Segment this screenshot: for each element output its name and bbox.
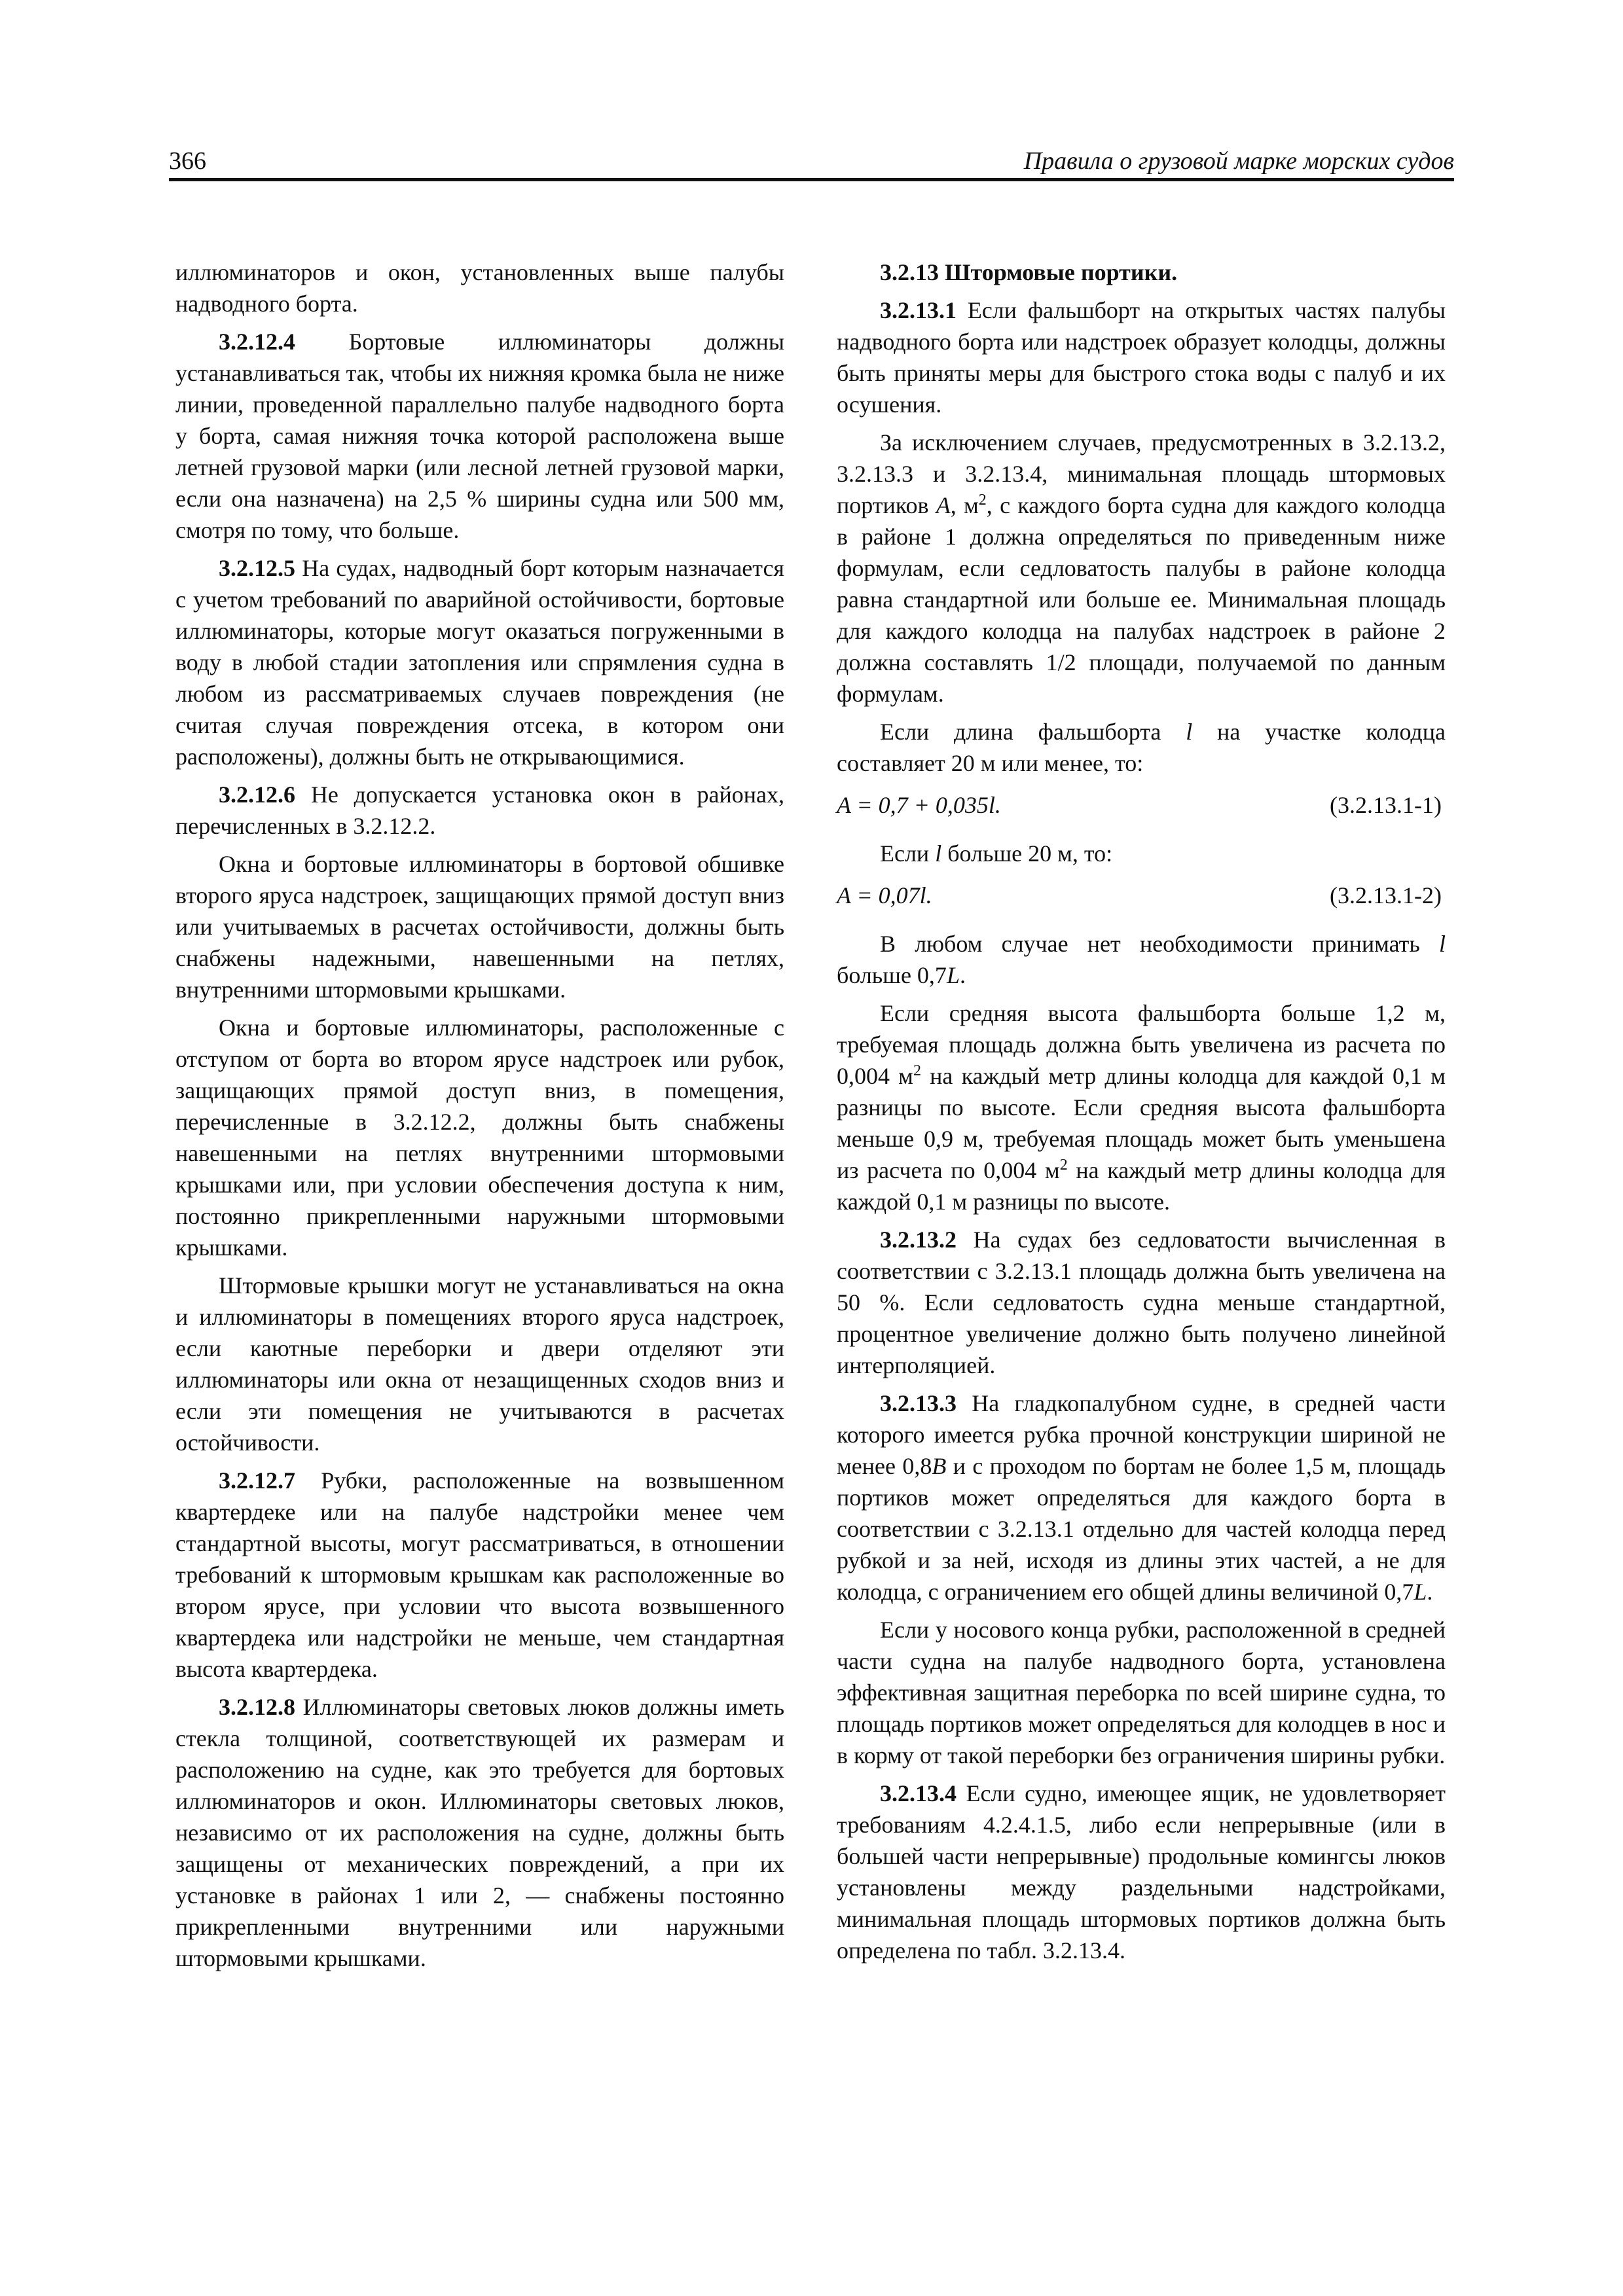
formula-3-2-13-1-2 (837, 880, 1446, 911)
formula-number: (3.2.13.1-1) (1330, 792, 1442, 818)
paragraph-3-2-13-2: 3.2.13.2 На судах без седловатости вычисленная в соответствии с 3.2.13.1 площадь должна быть увеличена на 50 %. Если седловатость судна меньше стандартной, процентное увеличение должно быть получено линейной интерполяцией. (837, 1227, 1446, 1378)
paragraph: Если длина фальшборта l на участке колодца составляет 20 м или менее, то: (837, 719, 1446, 776)
variable: l (1186, 719, 1193, 745)
paragraph-3-2-12-6: 3.2.12.6 Не допускается установка окон в районах, перечисленных в 3.2.12.2. (175, 781, 784, 839)
clause-number: 3.2.12.8 (219, 1694, 295, 1720)
clause-number: 3.2.12.6 (219, 781, 295, 808)
variable: B (932, 1453, 947, 1479)
clause-number: 3.2.12.4 (219, 329, 295, 355)
paragraph-3-2-13-3: 3.2.13.3 На гладкопалубном судне, в средней части которого имеется рубка прочной конструкции шириной не менее 0,8B и с проходом по бортам не более 1,5 м, площадь портиков может определяться для каждого борта в соответствии с 3.2.13.1 отдельно для частей колодца перед рубкой и за ней, исходя из длины этих частей, а не для колодца, с ограничением его общей длины величиной 0,7L. (837, 1390, 1446, 1605)
variable: L (946, 962, 960, 988)
right-column (837, 257, 1446, 1973)
paragraph: Штормовые крышки могут не устанавливаться на окна и иллюминаторы в помещениях второго яруса надстроек, если каютные переборки и двери отделяют эти иллюминаторы или окна от незащищенных сходов вниз и если эти помещения не учитываются в расчетах остойчивости. (175, 1272, 784, 1456)
page-number: 366 (169, 147, 206, 175)
paragraph: За исключением случаев, предусмотренных в 3.2.13.2, 3.2.13.3 и 3.2.13.4, минимальная площадь штормовых портиков A, $м^2$, с каждого борта судна для каждого колодца в районе 1 должна определяться по приведенным ниже формулам, если седловатость палубы в районе колодца равна стандартной или больше ее. Минимальная площадь для каждого колодца на палубах надстроек в районе 2 должна составлять 1/2 площади, получаемой по данным формулам. (837, 429, 1446, 707)
paragraph: Окна и бортовые иллюминаторы, расположенные с отступом от борта во втором ярусе надстроек или рубок, защищающих прямой доступ вниз, в помещения, перечисленные в 3.2.12.2, должны быть снабжены навешенными на петлях внутренними штормовыми крышками или, при условии обеспечения доступа к ним, постоянно прикрепленными наружными штормовыми крышками. (175, 1014, 784, 1261)
header-rule (169, 178, 1454, 181)
paragraph-3-2-12-7: 3.2.12.7 Рубки, расположенные на возвышенном квартердеке или на палубе надстройки менее чем стандартной высоты, могут рассматриваться, в отношении требований к штормовым крышкам как расположенные во втором ярусе, при условии что высота возвышенного квартердека или надстройки не меньше, чем стандартная высота квартердека. (175, 1467, 784, 1682)
formula-number: (3.2.13.1-2) (1330, 882, 1442, 908)
paragraph-3-2-12-5: 3.2.12.5 На судах, надводный борт которым назначается с учетом требований по аварийной остойчивости, бортовые иллюминаторы, которые могут оказаться погруженными в воду в любой стадии затопления или спрямления судна в любом из рассматриваемых случаев повреждения (не считая случая повреждения отсека, в котором они расположены), должны быть не открывающимися. (175, 555, 784, 770)
paragraph-3-2-13-1: 3.2.13.1 Если фальшборт на открытых частях палубы надводного борта или надстроек образует колодцы, должны быть приняты меры для быстрого стока воды с палуб и их осушения. (837, 297, 1446, 418)
section-heading: 3.2.13 Штормовые портики. (880, 259, 1178, 285)
formula-expression: A = 0,7 + 0,035l. (837, 792, 1001, 818)
running-title: Правила о грузовой марке морских судов (1023, 147, 1454, 175)
paragraph: Если средняя высота фальшборта больше 1,2 м, требуемая площадь должна быть увеличена из расчета по 0,004 $м^2$ на каждый метр длины колодца для каждой 0,1 м разницы по высоте. Если средняя высота фальшборта меньше 0,9 м, требуемая площадь может быть уменьшена из расчета по 0,004 $м^2$ на каждый метр длины колодца для каждой 0,1 м разницы по высоте. (837, 1000, 1446, 1215)
superscript: 2 (1059, 1157, 1068, 1174)
left-column (175, 257, 784, 1981)
paragraph-3-2-13-4: 3.2.13.4 Если судно, имеющее ящик, не удовлетворяет требованиям 4.2.4.1.5, либо если непрерывные (или в большей части непрерывные) продольные комингсы люков установлены между раздельными надстройками, минимальная площадь штормовых портиков должна быть определена по табл. 3.2.13.4. (837, 1780, 1446, 1964)
clause-number: 3.2.13.3 (880, 1390, 957, 1416)
paragraph: Если у носового конца рубки, расположенной в средней части судна на палубе надводного борта, установлена эффективная защитная переборка по всей ширине судна, то площадь портиков может определяться для колодцев в нос и в корму от такой переборки без ограничения ширины рубки. (837, 1617, 1446, 1768)
paragraph: Если l больше 20 м, то: (880, 840, 1113, 867)
clause-number: 3.2.12.7 (219, 1467, 295, 1494)
formula-3-2-13-1-1 (837, 789, 1446, 821)
paragraph: иллюминаторов и окон, установленных выше палубы надводного борта. (175, 259, 784, 317)
variable: A (936, 492, 951, 518)
paragraph-3-2-12-8: 3.2.12.8 Иллюминаторы световых люков должны иметь стекла толщиной, соответствующей их размерам и расположению на судне, как это требуется для бортовых иллюминаторов и окон. Иллюминаторы световых люков, независимо от их расположения на судне, должны быть защищены от механических повреждений, а при их установке в районах 1 или 2, — снабжены постоянно прикрепленными внутренними или наружными штормовыми крышками. (175, 1694, 784, 1971)
clause-number: 3.2.13.1 (880, 297, 957, 323)
superscript: 2 (913, 1062, 921, 1079)
variable: l (1438, 931, 1446, 957)
clause-number: 3.2.12.5 (219, 555, 295, 581)
clause-number: 3.2.13.4 (880, 1780, 957, 1806)
paragraph: Окна и бортовые иллюминаторы в бортовой обшивке второго яруса надстроек, защищающих прямой доступ вниз или учитываемых в расчетах остойчивости, должны быть снабжены надежными, навешенными на петлях, внутренними штормовыми крышками. (175, 851, 784, 1003)
variable: L (1413, 1579, 1427, 1605)
paragraph: В любом случае нет необходимости принимать l больше 0,7L. (837, 931, 1446, 988)
formula-expression: A = 0,07l. (837, 882, 932, 908)
paragraph-3-2-12-4: 3.2.12.4 Бортовые иллюминаторы должны устанавливаться так, чтобы их нижняя кромка была не ниже линии, проведенной параллельно палубе надводного борта у борта, самая нижняя точка которой расположена выше летней грузовой марки (или лесной летней грузовой марки, если она назначена) на 2,5 % ширины судна или 500 мм, смотря по тому, что больше. (175, 329, 784, 543)
clause-number: 3.2.13.2 (880, 1227, 957, 1253)
superscript: 2 (978, 492, 987, 509)
variable: l (935, 840, 942, 867)
